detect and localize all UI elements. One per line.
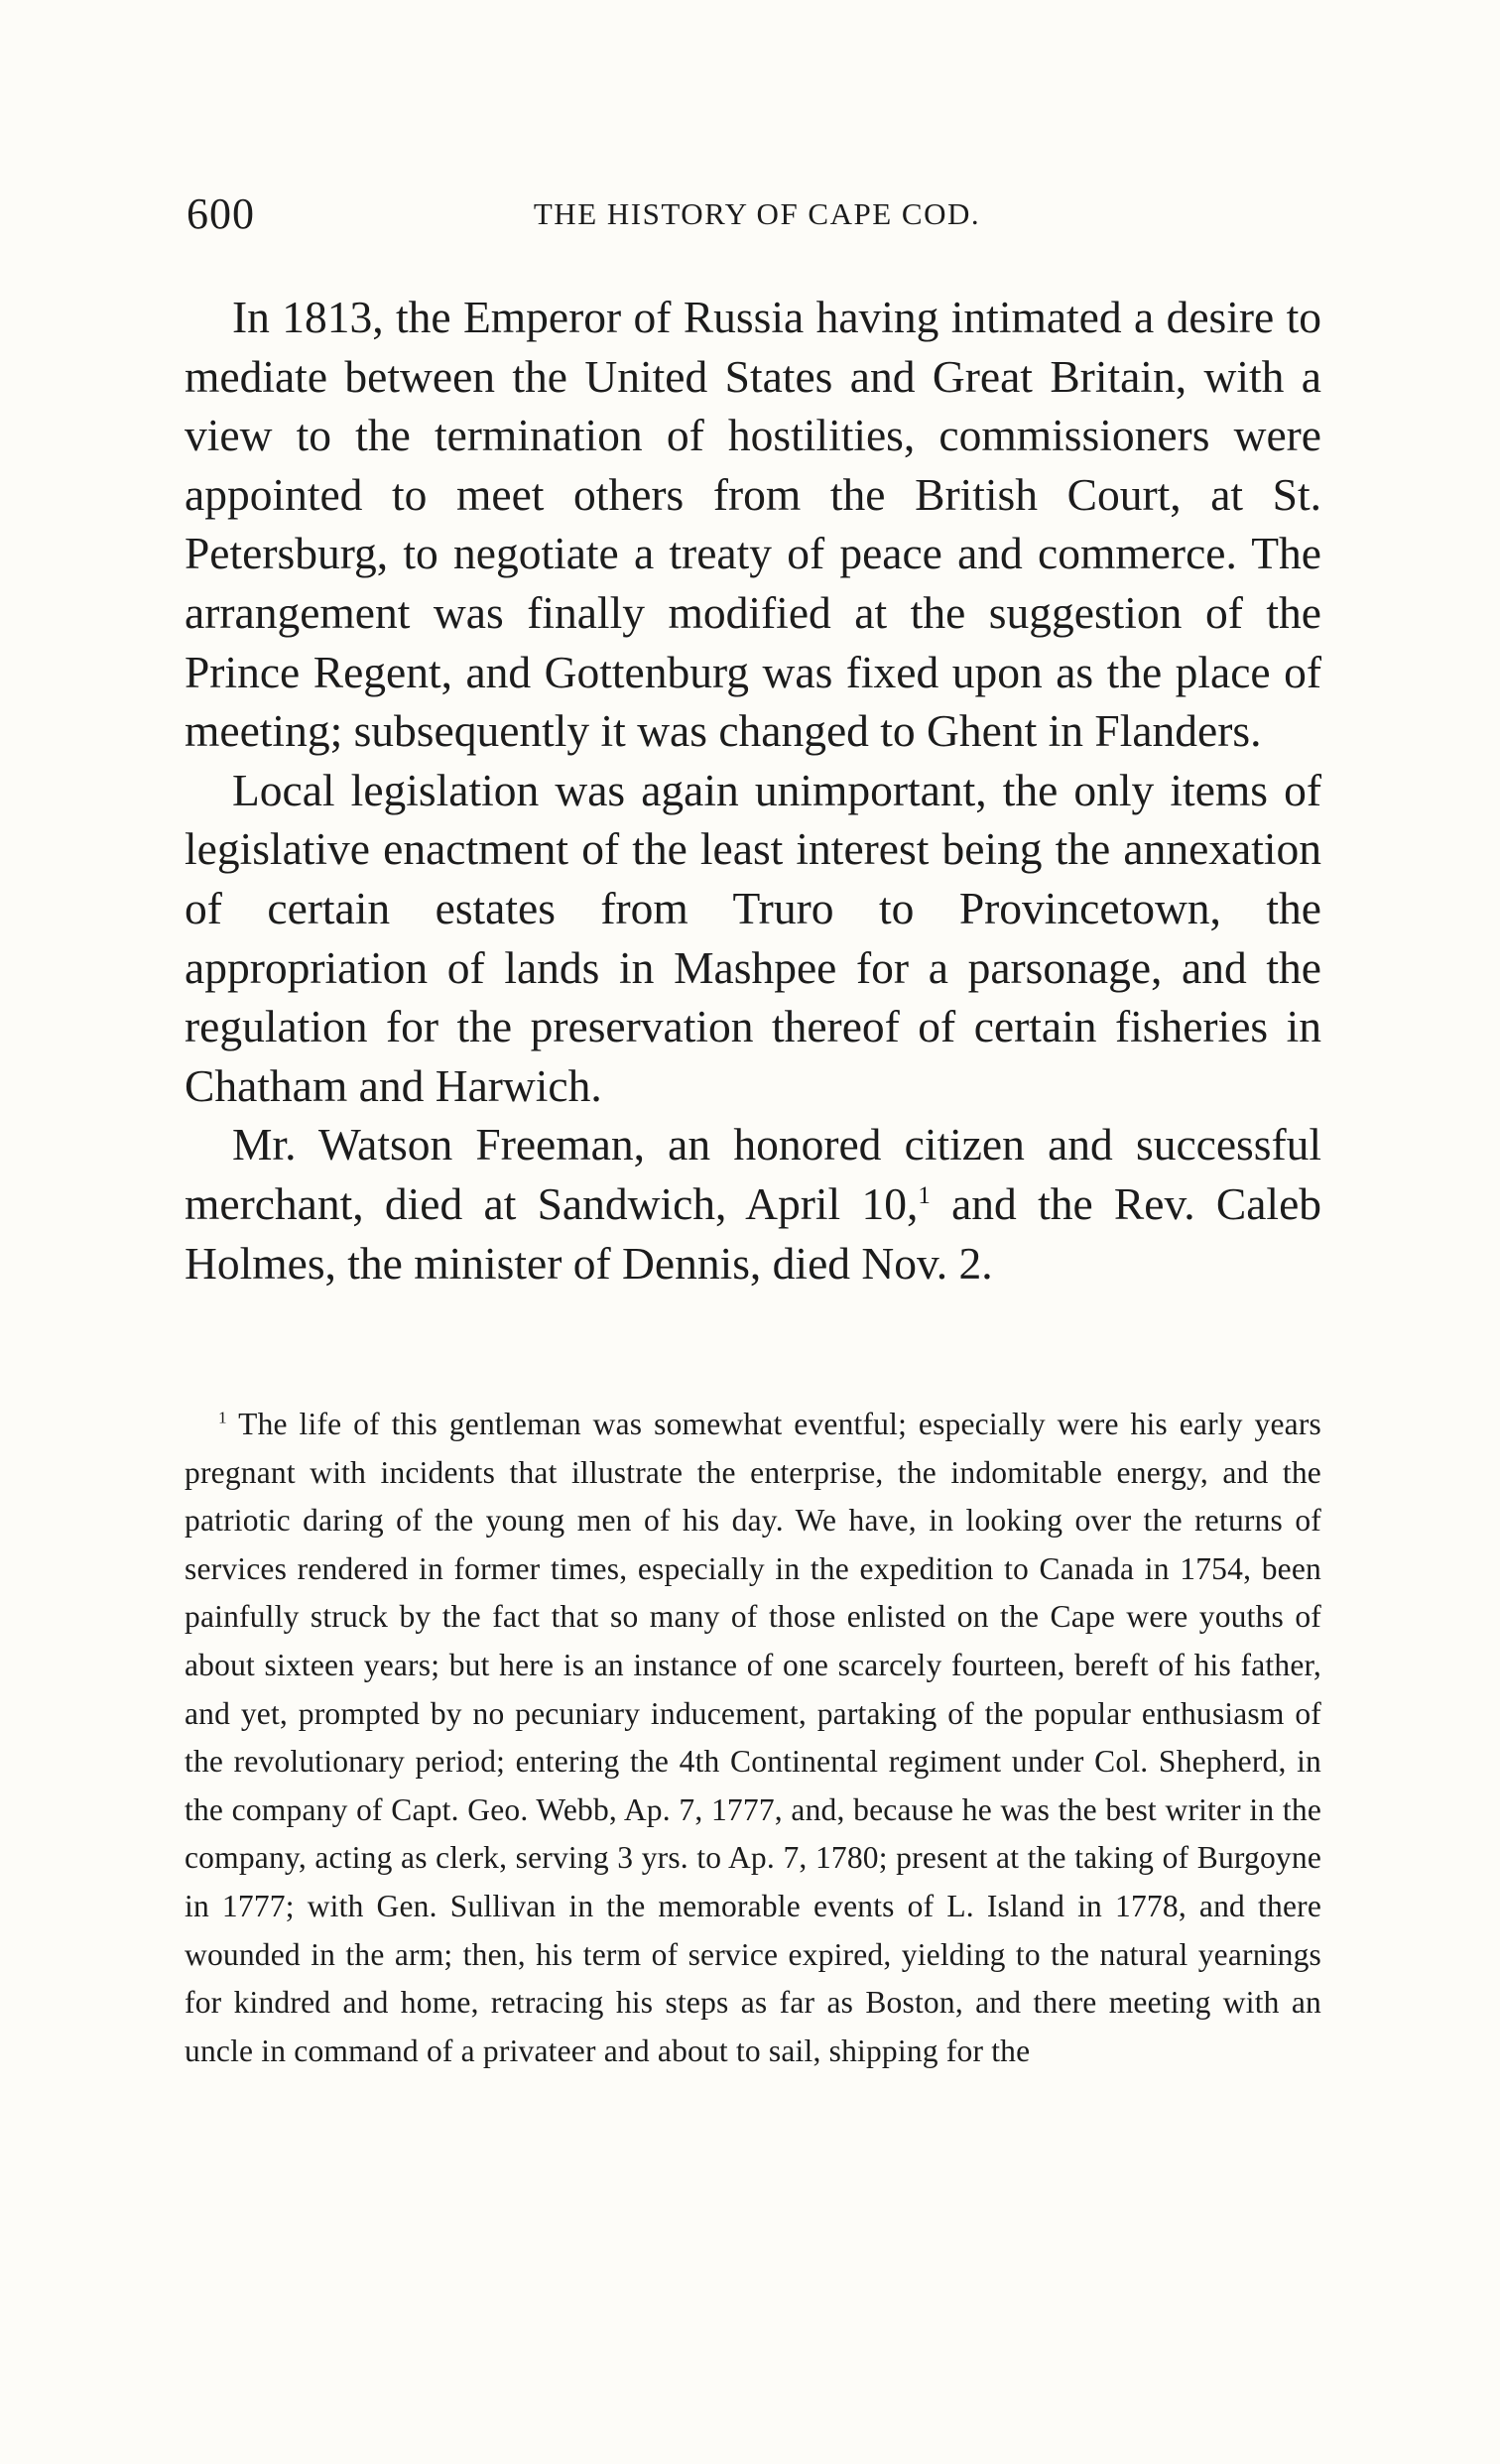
paragraph-deaths-text: Mr. Watson Freeman, an honored citizen and successful merchant, died at Sandwich, April 10, (185, 1119, 1321, 1229)
footnote-reference: 1 (918, 1181, 931, 1209)
paragraph-treaty: In 1813, the Emperor of Russia having intimated a desire to mediate between the United States and Great Britain, with a view to the termination of hostilities, commissioners were appointed to meet others from the British Court, at St. Petersburg, to negotiate a treaty of peace and commerce. The arrangement was finally modified at the suggestion of the Prince Regent, and Gottenburg was fixed upon as the place of meeting; subsequently it was changed to Ghent in Flanders. (185, 292, 1321, 757)
footnote-text: The life of this gentleman was somewhat eventful; especially were his early years pregnant with incidents that illustrate the enterprise, the indomitable energy, and the patriotic daring of the young men of his day. We have, in looking over the returns of services rendered in former times, especially in the expedition to Canada in 1754, been painfully struck by the fact that so many of those enlisted on the Cape were youths of about sixteen years; but here is an instance of one scarcely fourteen, bereft of his father, and yet, prompted by no pecuniary inducement, partaking of the popular enthusiasm of the revolutionary period; entering the 4th Continental regiment under Col. Shepherd, in the company of Capt. Geo. Webb, Ap. 7, 1777, and, because he was the best writer in the company, acting as clerk, serving 3 yrs. to Ap. 7, 1780; present at the taking of Burgoyne in 1777; with Gen. Sullivan in the memorable events of L. Island in 1778, and there wounded in the arm; then, his term of service expired, yielding to the natural yearnings for kindred and home, retracing his steps as far as Boston, and there meeting with an uncle in command of a privateer and about to sail, shipping for the (185, 1407, 1321, 2068)
page-number: 600 (187, 189, 255, 238)
paragraph-deaths-text-end: and the Rev. Caleb Holmes, the minister of Dennis, died Nov. 2. (185, 1177, 1322, 1289)
running-head (187, 188, 1327, 248)
footnote-mark: 1 (218, 1408, 227, 1427)
running-title: THE HISTORY OF CAPE COD. (533, 196, 981, 231)
footnotes (185, 1401, 1321, 2075)
main-text (185, 288, 1321, 1293)
footnote (185, 1401, 1321, 2075)
paragraph-legislation: Local legislation was again unimportant, the only items of legislative enactment of the least interest being the annexation of certain estates from Truro to Provincetown, the appropriation of lands in Mashpee for a parsonage, and the regulation for the preservation thereof of certain fisheries in Chatham and Harwich. (185, 764, 1321, 1111)
paragraph-deaths (185, 1115, 1321, 1293)
